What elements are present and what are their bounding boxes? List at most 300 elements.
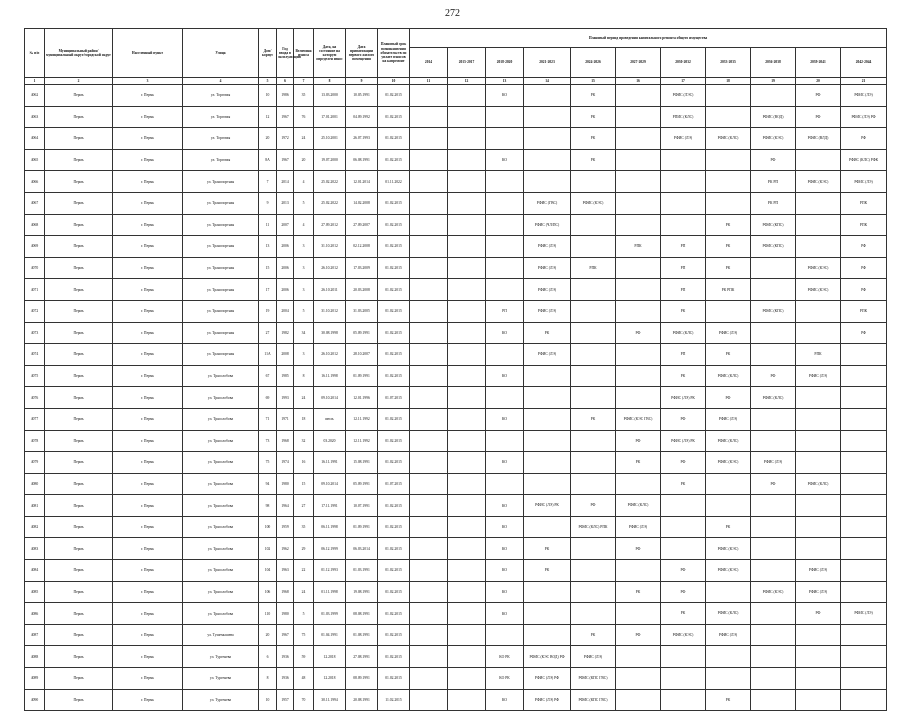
cell-p2036-2038 <box>751 495 796 517</box>
cell-p2039-2041 <box>796 495 841 517</box>
cell-p2030-2032: РФ <box>661 581 706 603</box>
cell-state-date: 06.12.1999 <box>314 538 346 560</box>
cell-wear: 3 <box>294 236 314 258</box>
cell-p2015-2017 <box>448 646 486 668</box>
cell-obligation-date: 01.02.2015 <box>378 85 410 107</box>
cell-p2027-2029 <box>616 300 661 322</box>
cell-privatization-date: 14.02.2008 <box>346 192 378 214</box>
cell-year-built: 1964 <box>277 495 294 517</box>
cell-p2030-2032: РП <box>661 279 706 301</box>
cell-p2042-2044 <box>841 495 887 517</box>
cell-p2021-2023: РФИС (ЧЛ/ПС) <box>524 214 571 236</box>
cell-p2042-2044: РФ <box>841 322 887 344</box>
cell-municipality: Пермь <box>45 300 113 322</box>
cell-p2039-2041 <box>796 689 841 711</box>
cell-p2024-2026 <box>571 560 616 582</box>
cell-p2014 <box>410 603 448 625</box>
cell-obligation-date: 01.11.2022 <box>378 171 410 193</box>
cell-year-built: 1974 <box>277 452 294 474</box>
cell-privatization-date: 08.09.1991 <box>346 668 378 690</box>
column-number: 5 <box>259 78 277 85</box>
cell-obligation-date: 01.02.2015 <box>378 408 410 430</box>
cell-no: 4079 <box>25 452 45 474</box>
cell-p2024-2026: РК <box>571 149 616 171</box>
cell-p2018-2020: КО <box>486 581 524 603</box>
cell-p2030-2032: РФИС (ЛЭ) РК <box>661 430 706 452</box>
cell-obligation-date: 01.02.2015 <box>378 257 410 279</box>
column-number: 17 <box>661 78 706 85</box>
cell-street: ул. Транспортная <box>183 171 259 193</box>
cell-p2033-2035 <box>706 646 751 668</box>
column-number: 10 <box>378 78 410 85</box>
cell-privatization-date: 05.09.1991 <box>346 322 378 344</box>
cell-p2014 <box>410 344 448 366</box>
cell-p2027-2029 <box>616 85 661 107</box>
cell-house: 8 <box>259 668 277 690</box>
cell-p2014 <box>410 646 448 668</box>
cell-p2024-2026 <box>571 430 616 452</box>
cell-state-date: 31.10.2012 <box>314 236 346 258</box>
column-number: 13 <box>486 78 524 85</box>
cell-municipality: Пермь <box>45 560 113 582</box>
cell-p2036-2038: РФ <box>751 473 796 495</box>
cell-settlement: г. Пермь <box>113 646 183 668</box>
cell-no: 4089 <box>25 668 45 690</box>
cell-privatization-date: 12.01.1996 <box>346 387 378 409</box>
cell-house: 6 <box>259 646 277 668</box>
cell-p2039-2041: РПК <box>796 344 841 366</box>
header-no: № п/п <box>25 29 45 78</box>
cell-p2036-2038: РФ <box>751 149 796 171</box>
column-number: 8 <box>314 78 346 85</box>
column-number: 9 <box>346 78 378 85</box>
cell-p2033-2035: РК <box>706 236 751 258</box>
table-row <box>25 603 887 625</box>
cell-street: ул. Трясолобова <box>183 430 259 452</box>
cell-p2033-2035 <box>706 149 751 171</box>
cell-no: 4067 <box>25 192 45 214</box>
cell-p2036-2038 <box>751 257 796 279</box>
cell-municipality: Пермь <box>45 214 113 236</box>
cell-no: 4068 <box>25 214 45 236</box>
cell-p2015-2017 <box>448 149 486 171</box>
header-period: 2036-2038 <box>751 48 796 78</box>
cell-privatization-date: 17.03.2009 <box>346 257 378 279</box>
cell-p2036-2038: РФИС (ВОД) <box>751 106 796 128</box>
cell-p2030-2032: РФ <box>661 560 706 582</box>
cell-p2024-2026 <box>571 538 616 560</box>
cell-no: 4074 <box>25 344 45 366</box>
cell-privatization-date: 10.07.1991 <box>346 495 378 517</box>
cell-p2027-2029 <box>616 668 661 690</box>
cell-state-date: 12.2018 <box>314 668 346 690</box>
cell-municipality: Пермь <box>45 365 113 387</box>
cell-house: 71 <box>259 408 277 430</box>
cell-p2024-2026 <box>571 214 616 236</box>
cell-wear: 48 <box>294 668 314 690</box>
cell-privatization-date: 12.11.1992 <box>346 430 378 452</box>
cell-year-built: 1982 <box>277 322 294 344</box>
header-settlement: Населенный пункт <box>113 29 183 78</box>
cell-house: 11 <box>259 214 277 236</box>
cell-p2036-2038 <box>751 85 796 107</box>
cell-p2015-2017 <box>448 322 486 344</box>
header-period: 2014 <box>410 48 448 78</box>
cell-privatization-date: 20.08.1991 <box>346 689 378 711</box>
column-number: 11 <box>410 78 448 85</box>
cell-wear: 15 <box>294 473 314 495</box>
cell-p2015-2017 <box>448 452 486 474</box>
cell-house: 8А <box>259 149 277 171</box>
cell-no: 4080 <box>25 473 45 495</box>
header-period: 2027-2029 <box>616 48 661 78</box>
cell-p2021-2023: РФИС (ЛЭ) <box>524 300 571 322</box>
cell-state-date: 26.10.2012 <box>314 257 346 279</box>
table-row <box>25 300 887 322</box>
cell-municipality: Пермь <box>45 516 113 538</box>
cell-obligation-date: 01.02.2015 <box>378 236 410 258</box>
cell-settlement: г. Пермь <box>113 689 183 711</box>
cell-p2030-2032: РФИС (КЛС) <box>661 322 706 344</box>
cell-state-date: 01.12.1993 <box>314 560 346 582</box>
cell-p2039-2041: РФ <box>796 85 841 107</box>
cell-street: ул. Трясолобова <box>183 452 259 474</box>
cell-street: ул. Торговая <box>183 106 259 128</box>
cell-year-built: 1968 <box>277 581 294 603</box>
cell-privatization-date: 06.08.1991 <box>346 149 378 171</box>
cell-p2014 <box>410 365 448 387</box>
cell-p2036-2038: РФИС (ЛЭ) <box>751 452 796 474</box>
cell-p2039-2041 <box>796 452 841 474</box>
cell-p2036-2038: РФИС (КПС) <box>751 214 796 236</box>
cell-p2024-2026 <box>571 603 616 625</box>
cell-p2042-2044 <box>841 581 887 603</box>
cell-p2018-2020 <box>486 473 524 495</box>
cell-p2042-2044: РПК <box>841 300 887 322</box>
cell-p2014 <box>410 300 448 322</box>
cell-p2033-2035: РФИС (КЭС) <box>706 452 751 474</box>
cell-wear: 29 <box>294 538 314 560</box>
cell-p2015-2017 <box>448 214 486 236</box>
cell-p2042-2044 <box>841 473 887 495</box>
cell-wear: 24 <box>294 387 314 409</box>
cell-p2039-2041: РФИС (КЛС) <box>796 473 841 495</box>
cell-obligation-date: 01.02.2015 <box>378 128 410 150</box>
cell-street: ул. Транспортная <box>183 257 259 279</box>
cell-p2015-2017 <box>448 171 486 193</box>
cell-wear: 35 <box>294 85 314 107</box>
cell-p2027-2029 <box>616 214 661 236</box>
cell-wear: 75 <box>294 624 314 646</box>
column-number: 19 <box>751 78 796 85</box>
cell-privatization-date: 01.09.1991 <box>346 365 378 387</box>
cell-state-date: 30.08.1998 <box>314 322 346 344</box>
cell-p2024-2026: РФ <box>571 495 616 517</box>
header-year-built: Год ввода в эксплуатацию <box>277 29 294 78</box>
cell-street: ул. Торговая <box>183 149 259 171</box>
cell-p2027-2029: РФ <box>616 538 661 560</box>
cell-no: 4084 <box>25 560 45 582</box>
cell-p2015-2017 <box>448 538 486 560</box>
cell-privatization-date: 01.08.1991 <box>346 624 378 646</box>
cell-p2036-2038 <box>751 624 796 646</box>
cell-p2039-2041: РФИС (ЛЭ) <box>796 365 841 387</box>
cell-p2018-2020: КО <box>486 495 524 517</box>
cell-privatization-date: 12.11.1992 <box>346 408 378 430</box>
cell-p2033-2035 <box>706 473 751 495</box>
cell-p2021-2023 <box>524 473 571 495</box>
cell-year-built: 2004 <box>277 300 294 322</box>
cell-privatization-date: 01.03.1991 <box>346 560 378 582</box>
cell-p2024-2026 <box>571 344 616 366</box>
cell-house: 20 <box>259 624 277 646</box>
table-row <box>25 279 887 301</box>
cell-p2042-2044 <box>841 516 887 538</box>
cell-p2039-2041 <box>796 624 841 646</box>
cell-p2030-2032: РФИС (ЛЭ) <box>661 128 706 150</box>
cell-p2014 <box>410 430 448 452</box>
cell-municipality: Пермь <box>45 387 113 409</box>
cell-p2021-2023: РК <box>524 560 571 582</box>
cell-municipality: Пермь <box>45 149 113 171</box>
cell-p2021-2023: РК <box>524 538 571 560</box>
cell-p2036-2038 <box>751 538 796 560</box>
header-period: 2018-2020 <box>486 48 524 78</box>
cell-p2036-2038: РФИС (КЭС) <box>751 128 796 150</box>
cell-p2014 <box>410 452 448 474</box>
cell-settlement: г. Пермь <box>113 560 183 582</box>
cell-settlement: г. Пермь <box>113 516 183 538</box>
cell-obligation-date: 01.02.2015 <box>378 624 410 646</box>
cell-p2014 <box>410 516 448 538</box>
cell-p2024-2026: РФИС (КЭС) <box>571 192 616 214</box>
cell-wear: 76 <box>294 106 314 128</box>
cell-p2021-2023 <box>524 624 571 646</box>
cell-street: ул. Трясолобова <box>183 538 259 560</box>
cell-settlement: г. Пермь <box>113 85 183 107</box>
cell-wear: 3 <box>294 344 314 366</box>
cell-p2018-2020: КО <box>486 538 524 560</box>
cell-p2033-2035: РК <box>706 214 751 236</box>
cell-no: 4070 <box>25 257 45 279</box>
cell-year-built: 1963 <box>277 560 294 582</box>
cell-obligation-date: 01.02.2015 <box>378 538 410 560</box>
cell-p2015-2017 <box>448 300 486 322</box>
cell-p2033-2035: РК <box>706 689 751 711</box>
cell-street: ул. Трясолобова <box>183 365 259 387</box>
cell-p2033-2035 <box>706 495 751 517</box>
table-row <box>25 495 887 517</box>
cell-p2015-2017 <box>448 430 486 452</box>
header-period: 2030-2032 <box>661 48 706 78</box>
cell-state-date: 01.04.1991 <box>314 624 346 646</box>
cell-p2015-2017 <box>448 581 486 603</box>
cell-year-built: 2008 <box>277 344 294 366</box>
cell-p2042-2044 <box>841 344 887 366</box>
cell-p2027-2029 <box>616 473 661 495</box>
cell-p2042-2044 <box>841 430 887 452</box>
header-wear: Величина износа <box>294 29 314 78</box>
cell-p2030-2032 <box>661 538 706 560</box>
cell-no: 4076 <box>25 387 45 409</box>
cell-p2021-2023: РФИС (ЛЭ) <box>524 279 571 301</box>
cell-privatization-date: 06.03.2014 <box>346 538 378 560</box>
cell-year-built: 1980 <box>277 603 294 625</box>
cell-p2030-2032: РФИС (ЛЭС) <box>661 85 706 107</box>
cell-house: 10 <box>259 689 277 711</box>
cell-p2039-2041 <box>796 300 841 322</box>
cell-p2024-2026 <box>571 300 616 322</box>
column-number: 14 <box>524 78 571 85</box>
cell-p2030-2032: РК <box>661 365 706 387</box>
column-number: 18 <box>706 78 751 85</box>
cell-p2033-2035: РФИС (КЭС) <box>706 560 751 582</box>
cell-p2039-2041: РФИС (ВЛД) <box>796 128 841 150</box>
cell-state-date: 31.10.2012 <box>314 300 346 322</box>
cell-p2024-2026 <box>571 322 616 344</box>
cell-p2024-2026: РФИС (КПС ГВС) <box>571 668 616 690</box>
column-number: 16 <box>616 78 661 85</box>
cell-p2042-2044 <box>841 452 887 474</box>
cell-municipality: Пермь <box>45 538 113 560</box>
cell-p2024-2026: РФИС (ЛЭ) <box>571 646 616 668</box>
cell-house: 9 <box>259 192 277 214</box>
cell-p2042-2044 <box>841 560 887 582</box>
cell-p2024-2026: РФИС (КПС ГВС) <box>571 689 616 711</box>
cell-wear: 24 <box>294 581 314 603</box>
cell-p2033-2035: РК <box>706 516 751 538</box>
cell-p2027-2029 <box>616 387 661 409</box>
cell-settlement: г. Пермь <box>113 603 183 625</box>
cell-p2030-2032: РП <box>661 236 706 258</box>
cell-obligation-date: 01.02.2015 <box>378 344 410 366</box>
cell-p2024-2026: РФИС (КЛС) РПК <box>571 516 616 538</box>
cell-p2030-2032: РП <box>661 257 706 279</box>
cell-p2024-2026: РК <box>571 106 616 128</box>
column-number: 1 <box>25 78 45 85</box>
cell-p2042-2044 <box>841 408 887 430</box>
cell-privatization-date: 10.05.1991 <box>346 85 378 107</box>
cell-municipality: Пермь <box>45 106 113 128</box>
cell-p2015-2017 <box>448 387 486 409</box>
cell-privatization-date: 04.09.1992 <box>346 106 378 128</box>
cell-house: 98 <box>259 495 277 517</box>
table-row <box>25 408 887 430</box>
cell-p2014 <box>410 408 448 430</box>
cell-p2027-2029 <box>616 257 661 279</box>
cell-settlement: г. Пермь <box>113 408 183 430</box>
cell-municipality: Пермь <box>45 430 113 452</box>
cell-wear: 5 <box>294 603 314 625</box>
cell-house: 73 <box>259 430 277 452</box>
cell-state-date: 25.10.2001 <box>314 128 346 150</box>
cell-p2024-2026: РПК <box>571 257 616 279</box>
cell-p2018-2020: КО <box>486 560 524 582</box>
cell-p2018-2020 <box>486 171 524 193</box>
cell-house: 12 <box>259 106 277 128</box>
table-row <box>25 452 887 474</box>
cell-no: 4075 <box>25 365 45 387</box>
cell-privatization-date: 20.03.2008 <box>346 279 378 301</box>
cell-p2039-2041: РФ <box>796 106 841 128</box>
cell-street: ул. Трясолобова <box>183 603 259 625</box>
cell-obligation-date: 01.07.2015 <box>378 473 410 495</box>
table-row <box>25 257 887 279</box>
cell-p2036-2038 <box>751 344 796 366</box>
cell-street: ул. Трясолобова <box>183 387 259 409</box>
cell-p2018-2020 <box>486 624 524 646</box>
cell-p2036-2038: РФ <box>751 365 796 387</box>
cell-p2042-2044: РФ <box>841 257 887 279</box>
column-number: 4 <box>183 78 259 85</box>
table-row <box>25 106 887 128</box>
cell-house: 110 <box>259 603 277 625</box>
cell-street: ул. Торговая <box>183 85 259 107</box>
cell-p2021-2023: РК <box>524 322 571 344</box>
cell-obligation-date: 01.02.2015 <box>378 279 410 301</box>
cell-settlement: г. Пермь <box>113 300 183 322</box>
cell-p2018-2020 <box>486 344 524 366</box>
cell-obligation-date: 01.02.2015 <box>378 322 410 344</box>
cell-municipality: Пермь <box>45 192 113 214</box>
cell-p2014 <box>410 668 448 690</box>
cell-p2018-2020: КО <box>486 452 524 474</box>
cell-privatization-date: 08.08.1991 <box>346 603 378 625</box>
cell-state-date: 06.11.1998 <box>314 516 346 538</box>
cell-p2021-2023 <box>524 387 571 409</box>
table-row <box>25 646 887 668</box>
cell-p2021-2023: РФИС (ЛЭ) <box>524 344 571 366</box>
table-row <box>25 689 887 711</box>
cell-p2030-2032: РФ <box>661 452 706 474</box>
cell-settlement: г. Пермь <box>113 495 183 517</box>
cell-municipality: Пермь <box>45 495 113 517</box>
cell-municipality: Пермь <box>45 408 113 430</box>
cell-p2018-2020: КО <box>486 365 524 387</box>
cell-no: 4071 <box>25 279 45 301</box>
cell-p2039-2041 <box>796 192 841 214</box>
cell-p2018-2020: КО РК <box>486 646 524 668</box>
cell-p2042-2044: РФ <box>841 279 887 301</box>
cell-p2027-2029: РФ <box>616 322 661 344</box>
cell-p2014 <box>410 149 448 171</box>
cell-street: ул. Трясолобова <box>183 495 259 517</box>
column-number: 21 <box>841 78 887 85</box>
cell-p2027-2029 <box>616 560 661 582</box>
cell-p2014 <box>410 322 448 344</box>
cell-no: 4062 <box>25 85 45 107</box>
cell-street: ул. Трясолобова <box>183 516 259 538</box>
cell-settlement: г. Пермь <box>113 128 183 150</box>
cell-obligation-date: 01.02.2015 <box>378 149 410 171</box>
cell-p2015-2017 <box>448 257 486 279</box>
cell-p2021-2023 <box>524 581 571 603</box>
cell-p2042-2044: РФ <box>841 128 887 150</box>
cell-p2018-2020: КО РК <box>486 668 524 690</box>
cell-municipality: Пермь <box>45 624 113 646</box>
cell-p2021-2023 <box>524 516 571 538</box>
cell-wear: 4 <box>294 214 314 236</box>
cell-state-date: 25.02.2022 <box>314 192 346 214</box>
cell-street: ул. Тушемышева <box>183 624 259 646</box>
cell-wear: 3 <box>294 279 314 301</box>
cell-p2027-2029: РФ <box>616 624 661 646</box>
cell-p2018-2020 <box>486 106 524 128</box>
cell-p2036-2038 <box>751 646 796 668</box>
cell-obligation-date: 01.02.2015 <box>378 214 410 236</box>
cell-obligation-date: 11.02.2015 <box>378 689 410 711</box>
cell-p2024-2026 <box>571 387 616 409</box>
